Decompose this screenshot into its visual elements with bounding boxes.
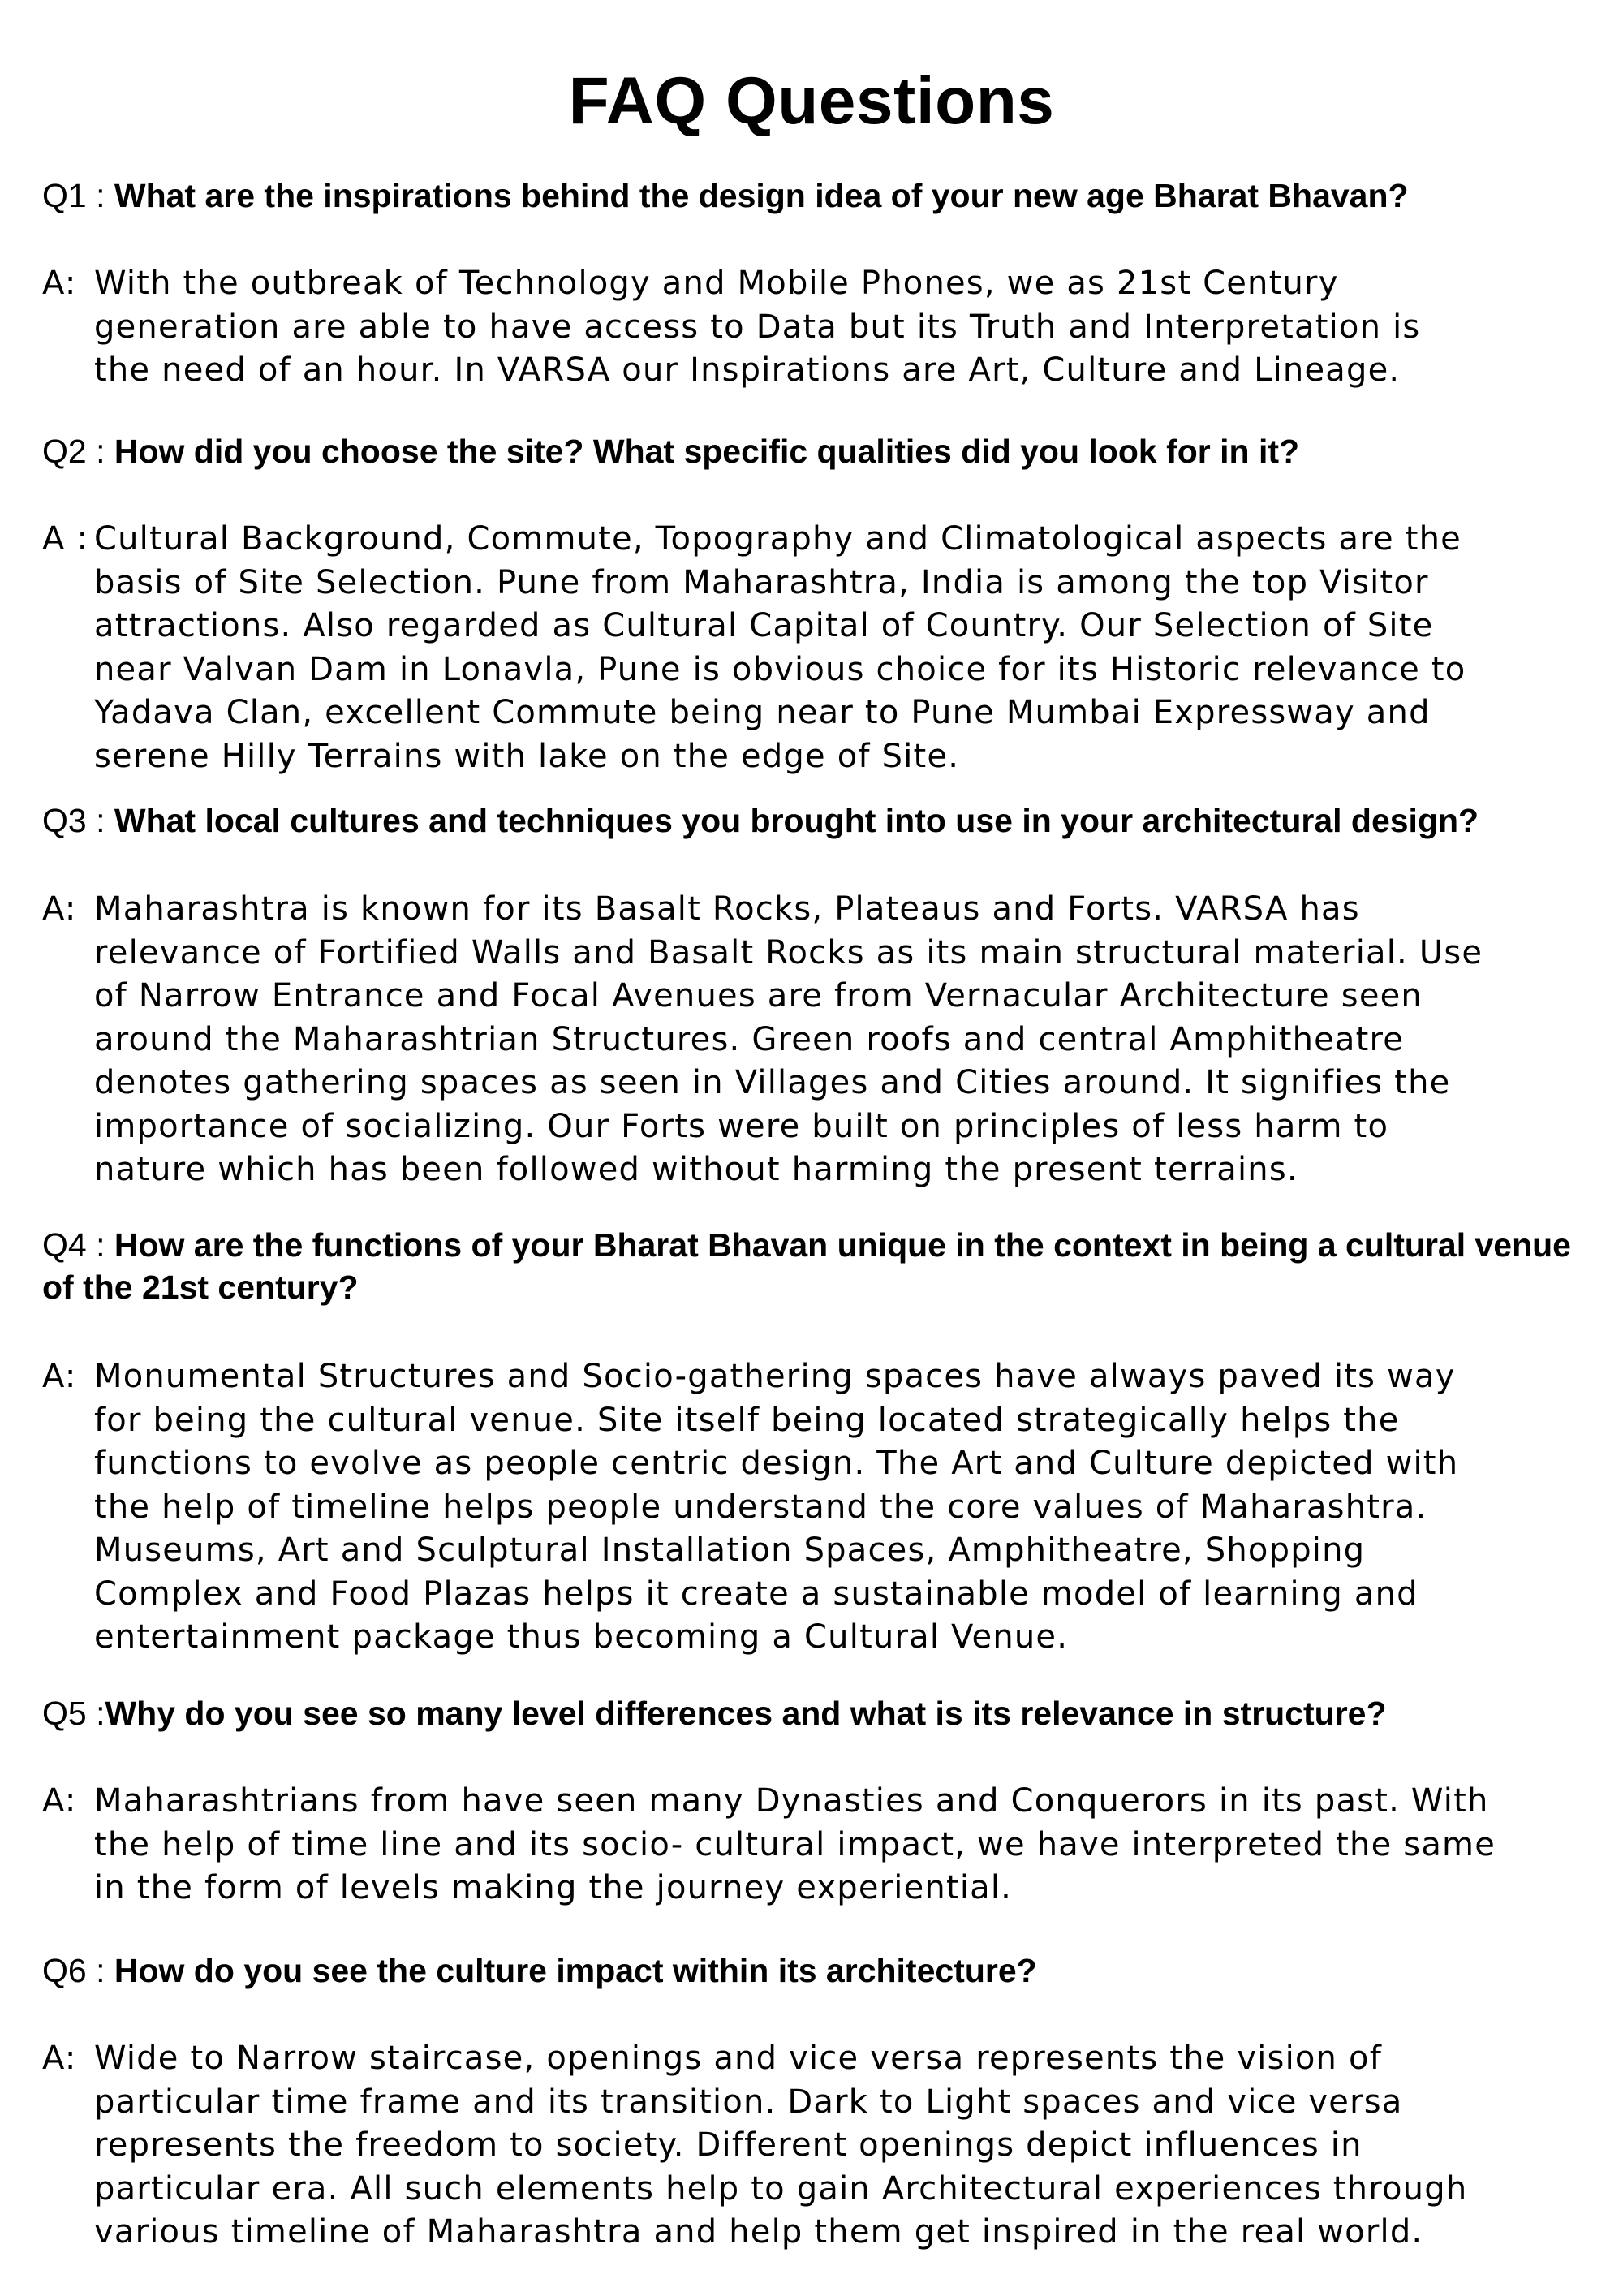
- question-text: Why do you see so many level differences and what is its relevance in structure?: [105, 1695, 1387, 1732]
- answer-text: With the outbreak of Technology and Mobile Phones, we as 21st Century: [94, 265, 1339, 302]
- faq-answer-6: [42, 2037, 1621, 2255]
- question-text: What are the inspirations behind the design idea of your new age Bharat Bhavan?: [114, 177, 1409, 214]
- faq-answer-3: [42, 888, 1621, 1192]
- faq-question-3: [42, 799, 1608, 842]
- answer-line: near Valvan Dam in Lonavla, Pune is obvious choice for its Historic relevance to: [94, 650, 1466, 688]
- faq-answer-5: [42, 1780, 1621, 1910]
- answer-line: particular era. All such elements help to gain Architectural experiences through: [94, 2169, 1468, 2208]
- answer-line: in the form of levels making the journey experiential.: [94, 1869, 1013, 1906]
- question-text: What local cultures and techniques you brought into use in your architectural design?: [114, 802, 1479, 839]
- answer-line: importance of socializing. Our Forts were built on principles of less harm to: [94, 1107, 1389, 1145]
- page-title: FAQ Questions: [568, 64, 1055, 138]
- answer-line: for being the cultural venue. Site itself being located strategically helps the: [94, 1401, 1400, 1439]
- faq-question-1: [42, 174, 1608, 217]
- faq-question-6: [42, 1949, 1608, 1992]
- answer-label: A:: [42, 2040, 77, 2077]
- answer-line: relevance of Fortified Walls and Basalt Rocks as its main structural material. Use: [94, 933, 1483, 971]
- answer-text: Wide to Narrow staircase, openings and vice versa represents the vision of: [94, 2040, 1382, 2077]
- answer-line: entertainment package thus becoming a Cultural Venue.: [94, 1618, 1069, 1656]
- faq-answer-4: [42, 1355, 1621, 1660]
- answer-line: functions to evolve as people centric design. The Art and Culture depicted with: [94, 1445, 1459, 1482]
- answer-text: Maharashtra is known for its Basalt Rocks, Plateaus and Forts. VARSA has: [94, 890, 1360, 928]
- answer-text: Maharashtrians from have seen many Dynasties and Conquerors in its past. With: [94, 1782, 1489, 1820]
- answer-line: attractions. Also regarded as Cultural Capital of Country. Our Selection of Site: [94, 607, 1434, 644]
- faq-answer-2: [42, 518, 1621, 778]
- answer-label: A:: [42, 265, 77, 302]
- answer-line: particular time frame and its transition. Dark to Light spaces and vice versa: [94, 2083, 1403, 2121]
- answer-label: A :: [42, 520, 89, 558]
- faq-question-5: [42, 1692, 1608, 1734]
- answer-line: around the Maharashtrian Structures. Green roofs and central Amphitheatre: [94, 1020, 1405, 1058]
- answer-line: [42, 2037, 1621, 2081]
- answer-label: A:: [42, 1358, 77, 1395]
- answer-label: A:: [42, 1782, 77, 1820]
- question-label: Q4 :: [42, 1226, 114, 1264]
- answer-line: Yadava Clan, excellent Commute being near to Pune Mumbai Expressway and: [94, 694, 1431, 731]
- answer-line: [42, 518, 1621, 562]
- question-text: How did you choose the site? What specific qualities did you look for in it?: [114, 433, 1300, 470]
- question-text: How do you see the culture impact within its architecture?: [114, 1952, 1037, 1989]
- faq-answer-1: [42, 262, 1621, 393]
- answer-line: [42, 262, 1621, 306]
- answer-line: serene Hilly Terrains with lake on the edge of Site.: [94, 737, 960, 775]
- answer-line: denotes gathering spaces as seen in Villages and Cities around. It signifies the: [94, 1064, 1451, 1101]
- answer-line: of Narrow Entrance and Focal Avenues are from Vernacular Architecture seen: [94, 977, 1423, 1014]
- answer-line: Museums, Art and Sculptural Installation Spaces, Amphitheatre, Shopping: [94, 1531, 1366, 1569]
- question-label: Q5 :: [42, 1695, 105, 1732]
- answer-line: nature which has been followed without harming the present terrains.: [94, 1151, 1298, 1188]
- answer-line: the need of an hour. In VARSA our Inspirations are Art, Culture and Lineage.: [94, 351, 1401, 389]
- question-text: How are the functions of your Bharat Bhavan unique in the context in being a cultural venue of the 21st century?: [42, 1226, 1571, 1306]
- question-label: Q6 :: [42, 1952, 114, 1989]
- answer-line: generation are able to have access to Data but its Truth and Interpretation is: [94, 308, 1421, 346]
- answer-text: Cultural Background, Commute, Topography and Climatological aspects are the: [94, 520, 1462, 558]
- answer-text: Monumental Structures and Socio-gathering spaces have always paved its way: [94, 1358, 1456, 1395]
- question-label: Q2 :: [42, 433, 114, 470]
- answer-line: Complex and Food Plazas helps it create a sustainable model of learning and: [94, 1574, 1419, 1613]
- answer-line: [42, 1355, 1621, 1399]
- answer-line: the help of timeline helps people understand the core values of Maharashtra.: [94, 1488, 1427, 1526]
- question-label: Q3 :: [42, 802, 114, 839]
- faq-question-4: [42, 1224, 1608, 1308]
- answer-line: basis of Site Selection. Pune from Maharashtra, India is among the top Visitor: [94, 563, 1429, 601]
- answer-line: represents the freedom to society. Different openings depict influences in: [94, 2126, 1363, 2164]
- answer-line: various timeline of Maharashtra and help them get inspired in the real world.: [94, 2213, 1423, 2251]
- answer-line: [42, 888, 1621, 932]
- answer-line: [42, 1780, 1621, 1824]
- question-label: Q1 :: [42, 177, 114, 214]
- faq-question-2: [42, 430, 1608, 472]
- answer-line: the help of time line and its socio- cultural impact, we have interpreted the same: [94, 1825, 1496, 1863]
- answer-label: A:: [42, 890, 77, 928]
